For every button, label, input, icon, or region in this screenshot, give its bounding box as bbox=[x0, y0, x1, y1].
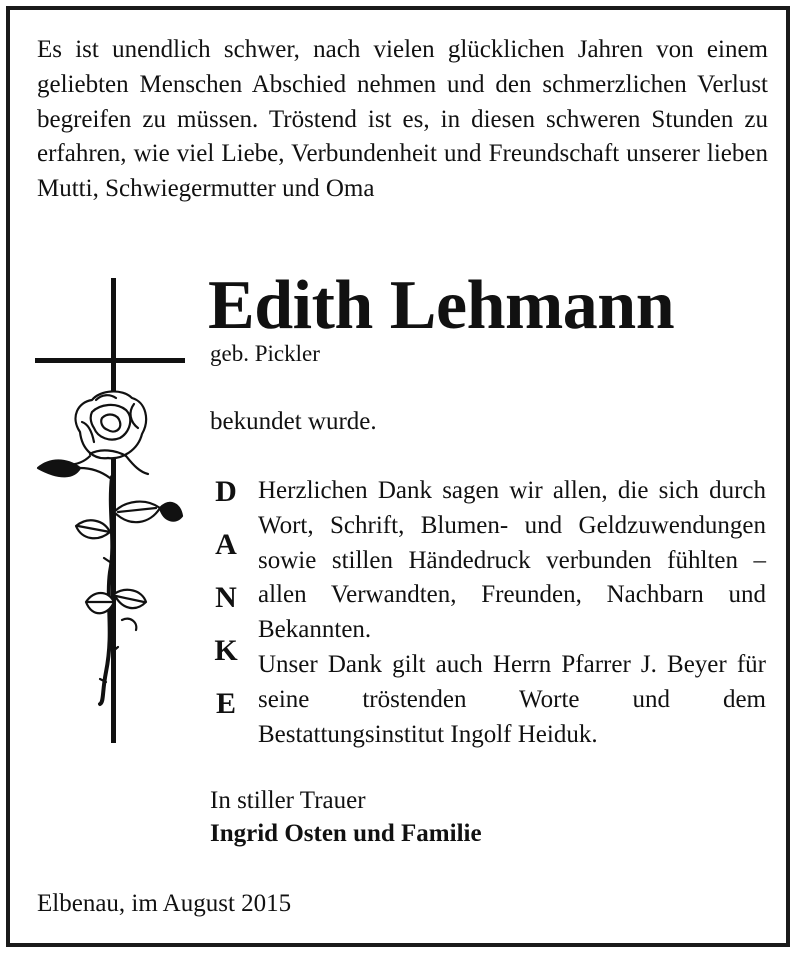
rose-icon bbox=[38, 391, 182, 704]
maiden-name: geb. Pickler bbox=[210, 341, 320, 366]
danke-letter: N bbox=[215, 581, 237, 614]
intro-text: Es ist unendlich schwer, nach vielen glücklichen Jahren von einem geliebten Menschen Abschied nehmen und den schmerzlichen Verlust begreifen zu müssen. Tröstend ist es, in diesen schweren Stunden zu erfahren, wie viel Liebe, Verbundenheit und Freundschaft unserer lieben Mutti, Schwiegermutter und Oma bbox=[37, 36, 768, 203]
danke-letter: E bbox=[215, 687, 236, 720]
thanks-text bbox=[258, 474, 766, 752]
cross-rose-emblem bbox=[30, 272, 200, 752]
danke-letter: D bbox=[215, 475, 237, 508]
danke-vertical-word bbox=[206, 472, 246, 737]
mourning-line: In stiller Trauer bbox=[210, 787, 366, 814]
deceased-name: Edith Lehmann bbox=[208, 267, 675, 344]
bekundet-text: bekundet wurde. bbox=[210, 408, 377, 435]
thanks-paragraph-2: Unser Dank gilt auch Herrn Pfarrer J. Beyer für seine tröstenden Worte und dem Bestattungsinstitut Ingolf Heiduk. bbox=[258, 650, 766, 748]
thanks-paragraph-1: Herzlichen Dank sagen wir allen, die sich durch Wort, Schrift, Blumen- und Geldzuwendungen sowie stillen Händedruck verbunden fühlten – allen Verwandten, Freunden, Nachbarn und Bekannten. bbox=[258, 477, 766, 644]
danke-letter: A bbox=[215, 528, 237, 561]
signature: Ingrid Osten und Familie bbox=[210, 820, 482, 847]
danke-letter: K bbox=[214, 634, 238, 667]
place-date: Elbenau, im August 2015 bbox=[37, 890, 292, 917]
